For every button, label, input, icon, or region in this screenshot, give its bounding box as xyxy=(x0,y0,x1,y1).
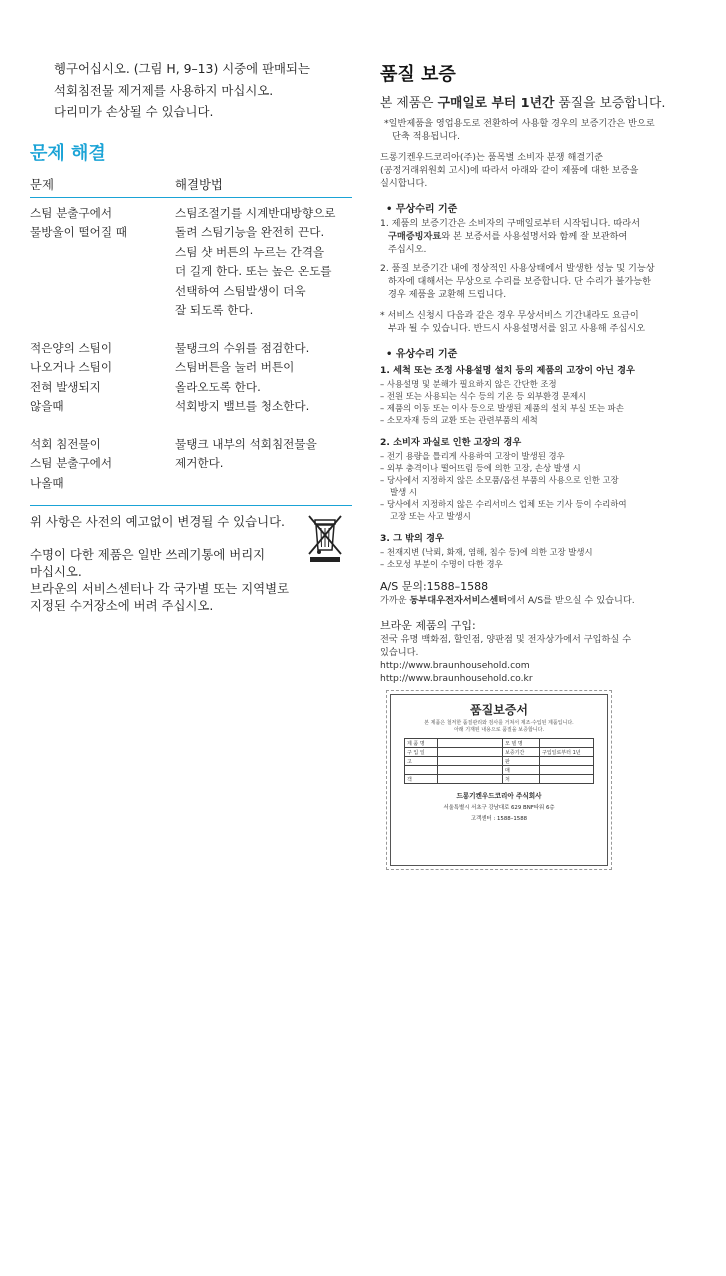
service-line: 부과 될 수 있습니다. 반드시 사용설명서를 읽고 사용해 주십시오 xyxy=(388,323,646,334)
lead-pre: 본 제품은 xyxy=(380,96,438,111)
troubleshooting-heading: 문제 해결 xyxy=(30,142,106,164)
free-line: 주십시오. xyxy=(388,244,427,255)
problem-line: 않을때 xyxy=(30,399,64,413)
certificate-card xyxy=(390,694,608,866)
cell-empty xyxy=(540,775,594,784)
problem-line: 석회 침전물이 xyxy=(30,436,101,451)
paid-item: – 전원 또는 사용되는 식수 등의 기온 등 외부환경 문제시 xyxy=(380,391,587,401)
paid-item: – 제품의 이동 또는 이사 등으로 발생된 제품의 설치 부실 또는 파손 xyxy=(380,403,624,413)
cell-empty xyxy=(438,757,503,766)
cell-purchase-date: 구 입 일 xyxy=(405,748,438,757)
certificate-table xyxy=(404,738,594,784)
change-notice: 위 사항은 사전의 예고없이 변경될 수 있습니다. xyxy=(30,514,285,529)
cell-empty xyxy=(405,766,438,775)
problem-line: 나올때 xyxy=(30,475,64,490)
business-use-note xyxy=(380,117,700,143)
cell-seller-2: 매 xyxy=(503,766,540,775)
free-item xyxy=(380,262,700,301)
certificate-title: 품질보증서 xyxy=(470,703,528,717)
url-link[interactable]: http://www.braunhousehold.com xyxy=(380,660,530,671)
solution-line: 선택하여 스팀발생이 더욱 xyxy=(175,283,306,298)
free-line: 하자에 대해서는 무상으로 수리를 보증합니다. 단 수리가 불가능한 xyxy=(388,276,651,287)
cell-customer-2: 객 xyxy=(405,775,438,784)
table-row xyxy=(405,748,594,757)
problem-cell xyxy=(30,435,175,494)
certificate-company: 드롱기켄우드코리아 주식회사 xyxy=(456,792,542,800)
url-link[interactable]: http://www.braunhousehold.co.kr xyxy=(380,673,533,684)
cell-empty xyxy=(540,766,594,775)
cell-empty xyxy=(438,775,503,784)
certificate-line: 본 제품은 철저한 품질관리와 검사를 거쳐서 제조·수입된 제품입니다. xyxy=(424,720,574,726)
cell-warranty-period: 보증기간 xyxy=(503,748,540,757)
table-row xyxy=(30,435,352,494)
table-row xyxy=(405,775,594,784)
buy-line: 있습니다. xyxy=(380,647,419,658)
right-column xyxy=(380,60,700,685)
solution-line: 물탱크 내부의 석회침전물을 xyxy=(175,436,317,451)
certificate-cs-center: 고객센터 : 1588–1588 xyxy=(470,816,528,822)
paid-item: – 당사에서 지정하지 않은 소모품/옵션 부품의 사용으로 인한 고장 xyxy=(380,475,619,485)
free-line: 2. 품질 보증기간 내에 정상적인 사용상태에서 발생한 성능 및 기능상 xyxy=(380,263,655,274)
buy-heading: 브라운 제품의 구입: xyxy=(380,619,476,632)
disposal-line: 수명이 다한 제품은 일반 쓰레기통에 버리지 xyxy=(30,547,266,562)
table-row xyxy=(405,766,594,775)
cell-seller: 판 xyxy=(503,757,540,766)
paid-item: – 소모자재 등의 교환 또는 관련부품의 세척 xyxy=(380,415,538,425)
as-pre: 가까운 xyxy=(380,595,410,606)
disposal-line: 브라운의 서비스센터나 각 국가별 또는 지역별로 xyxy=(30,581,290,596)
paid-item: – 외부 충격이나 떨어뜨림 등에 의한 고장, 손상 발생 시 xyxy=(380,463,581,473)
solution-line: 스팀버튼을 눌러 버튼이 xyxy=(175,360,295,374)
cell-customer: 고 xyxy=(405,757,438,766)
cell-seller-3: 처 xyxy=(503,775,540,784)
warranty-lead xyxy=(380,92,700,111)
paid-item: 고장 또는 사고 발생시 xyxy=(390,511,471,521)
intro-line: 헹구어십시오. (그림 H, 9–13) 시중에 판매되는 xyxy=(54,61,310,76)
free-repair-heading: • 무상수리 기준 xyxy=(386,204,458,215)
table-row xyxy=(30,339,352,417)
warranty-title: 품질 보증 xyxy=(380,64,456,85)
cell-empty xyxy=(540,739,594,748)
cell-empty xyxy=(438,766,503,775)
free-item xyxy=(380,217,700,256)
as-heading: A/S 문의:1588–1588 xyxy=(380,580,489,593)
paid-section-title: 3. 그 밖의 경우 xyxy=(380,533,444,544)
table-bottom-rule xyxy=(30,505,352,506)
solution-line: 스팀 샷 버튼의 누르는 간격을 xyxy=(175,244,325,259)
solution-cell xyxy=(175,435,352,494)
paid-item: – 천재지변 (낙뢰, 화재, 염해, 침수 등)에 의한 고장 발생시 xyxy=(380,547,593,557)
cell-model-name: 모 델 명 xyxy=(503,739,540,748)
paid-item: – 전기 용량을 틀리게 사용하여 고장이 발생된 경우 xyxy=(380,451,565,461)
disposal-line: 지정된 수거장소에 버려 주십시오. xyxy=(30,598,214,613)
cell-empty xyxy=(540,757,594,766)
standard-line: (공정거래위원회 고시)에 따라서 아래와 같이 제품에 대한 보증을 xyxy=(380,165,639,176)
cell-warranty-value: 구입일로부터 1년 xyxy=(540,748,594,757)
table-row xyxy=(405,757,594,766)
disposal-note xyxy=(30,546,352,614)
as-center: 동부대우전자서비스센터 xyxy=(409,595,508,606)
free-line: 1. 제품의 보증기간은 소비자의 구매일로부터 시작됩니다. 따라서 xyxy=(380,218,640,229)
paid-item: 발생 시 xyxy=(390,487,417,497)
solution-line: 석회방지 밸브를 청소한다. xyxy=(175,399,310,413)
problem-cell xyxy=(30,204,175,321)
cell-empty xyxy=(438,748,503,757)
note-line: *일반제품을 영업용도로 전환하여 사용할 경우의 보증기간은 반으로 xyxy=(384,118,655,129)
paid-item: – 사용설명 및 분해가 필요하지 않은 간단한 조정 xyxy=(380,379,557,389)
as-post: 에서 A/S를 받으실 수 있습니다. xyxy=(507,595,635,606)
troubleshooting-table-header xyxy=(30,173,352,198)
solution-line: 물탱크의 수위를 점검한다. xyxy=(175,340,310,355)
solution-line: 잘 되도록 한다. xyxy=(175,303,254,317)
left-column xyxy=(30,58,352,614)
buy-line: 전국 유명 백화점, 할인점, 양판점 및 전자상가에서 구입하실 수 xyxy=(380,634,632,645)
problem-line: 스팀 분출구에서 xyxy=(30,205,113,220)
solution-cell xyxy=(175,204,352,321)
paid-section-title: 2. 소비자 과실로 인한 고장의 경우 xyxy=(380,437,522,448)
free-line: 경우 제품을 교환해 드립니다. xyxy=(388,289,507,300)
standard-text xyxy=(380,151,700,190)
lead-bold: 구매일로 부터 1년간 xyxy=(437,96,555,111)
table-row xyxy=(405,739,594,748)
cell-empty xyxy=(438,739,503,748)
disposal-line: 마십시오. xyxy=(30,564,82,579)
cell-product-name: 제 품 명 xyxy=(405,739,438,748)
crossed-bin-icon xyxy=(306,512,344,568)
col-problem: 문제 xyxy=(30,176,54,192)
proof-of-purchase: 구매증빙자료 xyxy=(388,231,442,242)
intro-line: 다리미가 손상될 수 있습니다. xyxy=(54,104,214,119)
paid-item: – 당사에서 지정하지 않은 수리서비스 업체 또는 기사 등이 수리하여 xyxy=(380,499,627,509)
certificate-line: 아래 기재된 내용으로 품질을 보증합니다. xyxy=(453,727,545,733)
paid-repair-heading: • 유상수리 기준 xyxy=(386,349,458,360)
solution-cell xyxy=(175,339,352,417)
problem-cell xyxy=(30,339,175,417)
lead-post: 품질을 보증합니다. xyxy=(554,96,666,111)
solution-line: 제거한다. xyxy=(175,456,224,470)
descaling-intro xyxy=(30,58,352,123)
intro-line: 석회침전물 제거제를 사용하지 마십시오. xyxy=(54,82,274,98)
problem-line: 적은양의 스팀이 xyxy=(30,340,113,355)
service-line: * 서비스 신청시 다음과 같은 경우 무상서비스 기간내라도 요금이 xyxy=(380,310,639,321)
as-text xyxy=(380,594,700,607)
col-solution: 해결방법 xyxy=(175,176,223,192)
standard-line: 실시합니다. xyxy=(380,178,428,189)
solution-line: 스팀조절기를 시계반대방향으로 xyxy=(175,205,336,220)
table-row xyxy=(30,204,352,321)
solution-line: 더 길게 한다. 또는 높은 온도를 xyxy=(175,264,332,278)
standard-line: 드롱기켄우드코리아(주)는 품목별 소비자 분쟁 해결기준 xyxy=(380,152,603,163)
solution-line: 돌려 스팀기능을 완전히 끈다. xyxy=(175,225,325,239)
certificate-address: 서울특별시 서초구 강남대로 629 BNF타워 6층 xyxy=(443,805,555,811)
problem-line: 나오거나 스팀이 xyxy=(30,360,113,374)
paid-section-title: 1. 세척 또는 조정 사용설명 설치 등의 제품의 고장이 아닌 경우 xyxy=(380,365,635,376)
solution-line: 올라오도록 한다. xyxy=(175,379,261,394)
paid-item: – 소모성 부분이 수명이 다한 경우 xyxy=(380,559,503,569)
note-line: 단축 적용됩니다. xyxy=(392,131,460,142)
problem-line: 전혀 발생되지 xyxy=(30,379,101,394)
problem-line: 물방울이 떨어질 때 xyxy=(30,225,127,239)
warranty-certificate xyxy=(386,690,612,870)
free-line xyxy=(380,230,700,243)
free-line-rest: 와 본 보증서를 사용설명서와 함께 잘 보관하여 xyxy=(441,231,628,242)
service-note xyxy=(380,309,700,335)
problem-line: 스팀 분출구에서 xyxy=(30,456,113,470)
disposal-text xyxy=(30,546,289,614)
